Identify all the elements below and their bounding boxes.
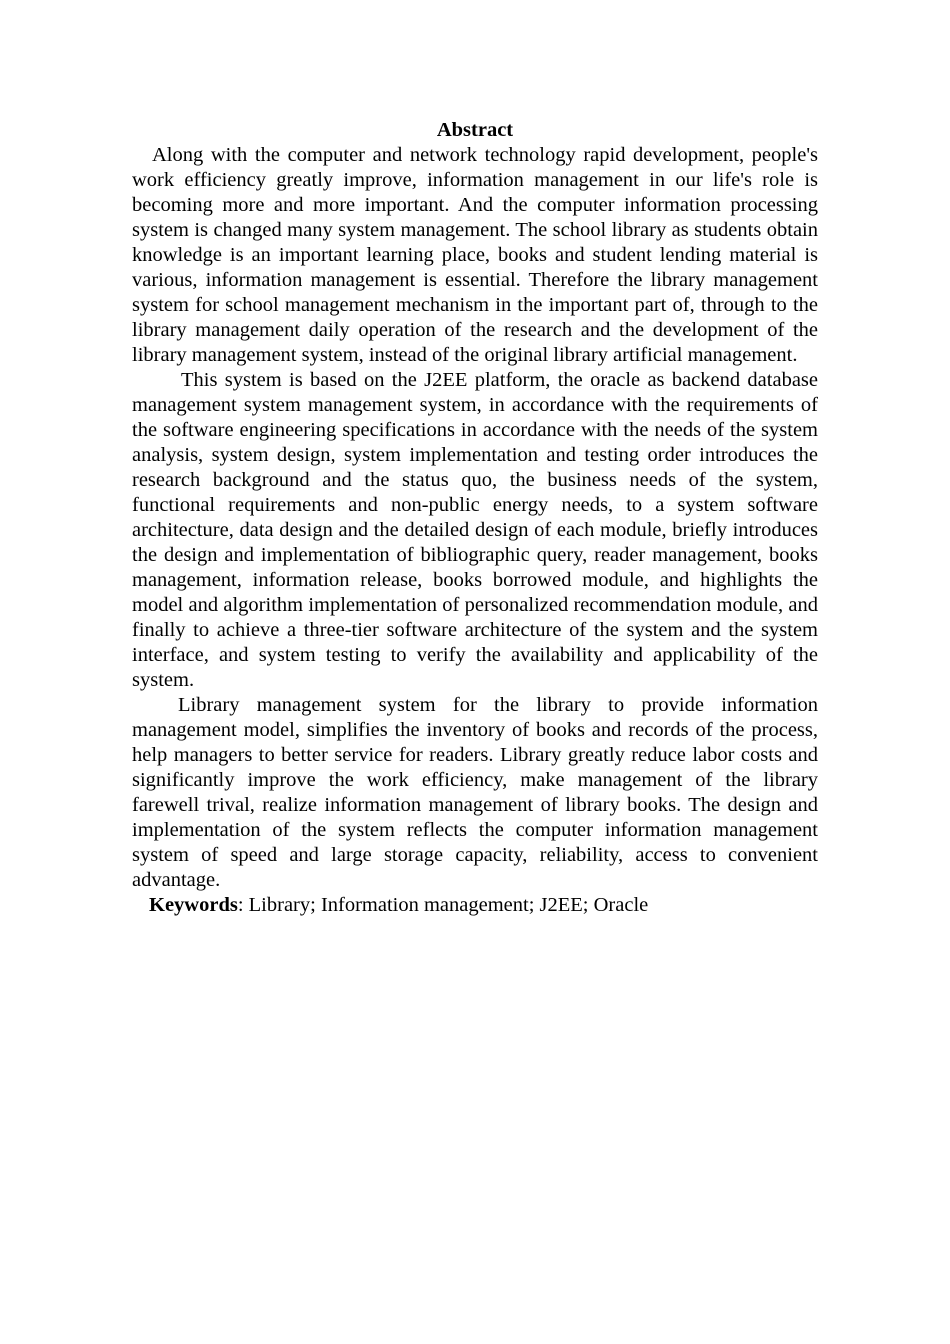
keywords-list: Library; Information management; J2EE; Oracle xyxy=(248,894,649,916)
abstract-page xyxy=(132,118,818,918)
keywords-separator: : xyxy=(237,894,249,916)
page-title: Abstract xyxy=(436,119,514,141)
keywords-label: Keywords xyxy=(149,894,238,916)
abstract-paragraph-1: Along with the computer and network technology rapid development, people's work efficiency greatly improve, information management in our life's role is becoming more and more important. And the computer information processing system is changed many system management. The school library as students obtain knowledge is an important learning place, books and student lending material is various, information management is essential. Therefore the library management system for school management mechanism in the important part of, through to the library management daily operation of the research and the development of the library management system, instead of the original library artificial management. xyxy=(132,144,818,366)
abstract-paragraph-3: Library management system for the library to provide information management model, simplifies the inventory of books and records of the process, help managers to better service for readers. Library greatly reduce labor costs and significantly improve the work efficiency, make management of the library farewell trival, realize information management of library books. The design and implementation of the system reflects the computer information management system of speed and large storage capacity, reliability, access to convenient advantage. xyxy=(132,694,818,891)
abstract-paragraph-2: This system is based on the J2EE platform, the oracle as backend database management system management system, in accordance with the requirements of the software engineering specifications in accordance with the needs of the system analysis, system design, system implementation and testing order introduces the research background and the status quo, the business needs of the system, functional requirements and non-public energy needs, to a system software architecture, data design and the detailed design of each module, briefly introduces the design and implementation of bibliographic query, reader management, books management, information release, books borrowed module, and highlights the model and algorithm implementation of personalized recommendation module, and finally to achieve a three-tier software architecture of the system and the system interface, and system testing to verify the availability and applicability of the system. xyxy=(132,369,818,691)
keywords-line xyxy=(132,893,818,918)
